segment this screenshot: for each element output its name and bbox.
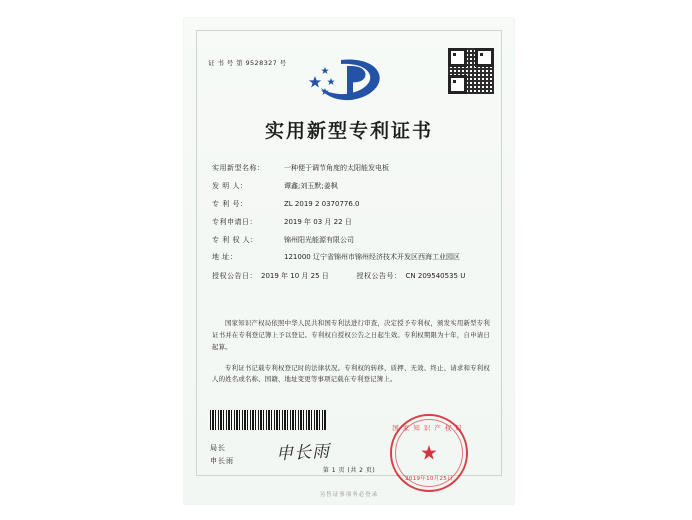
field-value: 谭鑫;刘玉默;姜枫 bbox=[284, 181, 338, 190]
footer-note: 另售证事项务必登录 bbox=[319, 492, 379, 498]
field-row bbox=[212, 182, 490, 190]
seal-top-text: 国家知识产权局 bbox=[392, 424, 466, 432]
field-value: 一种便于调节角度的太阳能发电板 bbox=[284, 164, 389, 172]
grant-publication-value: CN 209540535 U bbox=[405, 272, 466, 281]
legal-paragraph: 专利证书记载专利权登记时的法律状况。专利权的转移、质押、无效、终止、请求和专利权人的姓名或名称、国籍、地址变更等事项记载在专利登记簿上。 bbox=[212, 363, 490, 384]
grant-row bbox=[212, 271, 490, 281]
certificate-number: 证 书 号 第 9528327 号 bbox=[208, 59, 287, 67]
field-label: 实用新型名称： bbox=[212, 164, 265, 172]
field-label: 专 利 号： bbox=[212, 199, 248, 208]
grant-date-value: 2019 年 10 月 25 日 bbox=[261, 272, 329, 281]
certificate-sheet bbox=[184, 18, 514, 504]
signature-title: 局长 bbox=[210, 444, 226, 452]
field-row bbox=[212, 236, 490, 244]
page-indicator: 第 1 页 (共 2 页) bbox=[322, 467, 376, 474]
field-label: 专 利 权 人： bbox=[212, 235, 258, 244]
grant-publication bbox=[357, 271, 466, 281]
handwritten-signature: 申长雨 bbox=[275, 441, 331, 465]
field-label: 发 明 人： bbox=[212, 181, 248, 190]
field-label: 专利申请日： bbox=[212, 217, 257, 226]
signature-name: 申长雨 bbox=[210, 457, 234, 466]
grant-publication-label: 授权公告号： bbox=[356, 272, 402, 281]
field-value: 锦州阳光能源有限公司 bbox=[284, 235, 354, 244]
qr-code-icon bbox=[448, 48, 494, 94]
field-value: 121000 辽宁省锦州市锦州经济技术开发区西海工业园区 bbox=[284, 253, 460, 262]
field-row bbox=[212, 200, 490, 208]
grant-date bbox=[212, 271, 357, 281]
field-value: 2019 年 03 月 22 日 bbox=[284, 217, 352, 226]
grant-date-label: 授权公告日： bbox=[212, 272, 257, 281]
patent-office-emblem-icon bbox=[307, 54, 391, 106]
seal-date-text: 2019年10月25日 bbox=[405, 476, 453, 482]
barcode-icon bbox=[210, 410, 326, 430]
field-value: ZL 2019 2 0370776.0 bbox=[284, 199, 360, 208]
star-icon: ★ bbox=[420, 440, 438, 465]
official-seal bbox=[390, 414, 468, 492]
page-title: 实用新型专利证书 bbox=[264, 120, 433, 142]
field-row bbox=[212, 253, 490, 261]
legal-paragraph: 国家知识产权局依照中华人民共和国专利法进行审查，决定授予专利权，颁发实用新型专利证书并在专利登记簿上予以登记。专利权自授权公告之日起生效。专利权期限为十年，自申请日起算。 bbox=[212, 319, 490, 351]
field-row bbox=[212, 164, 490, 172]
field-row bbox=[212, 218, 490, 226]
legal-text bbox=[212, 318, 490, 395]
field-label: 地 址： bbox=[212, 253, 238, 262]
fields-list bbox=[212, 164, 490, 291]
